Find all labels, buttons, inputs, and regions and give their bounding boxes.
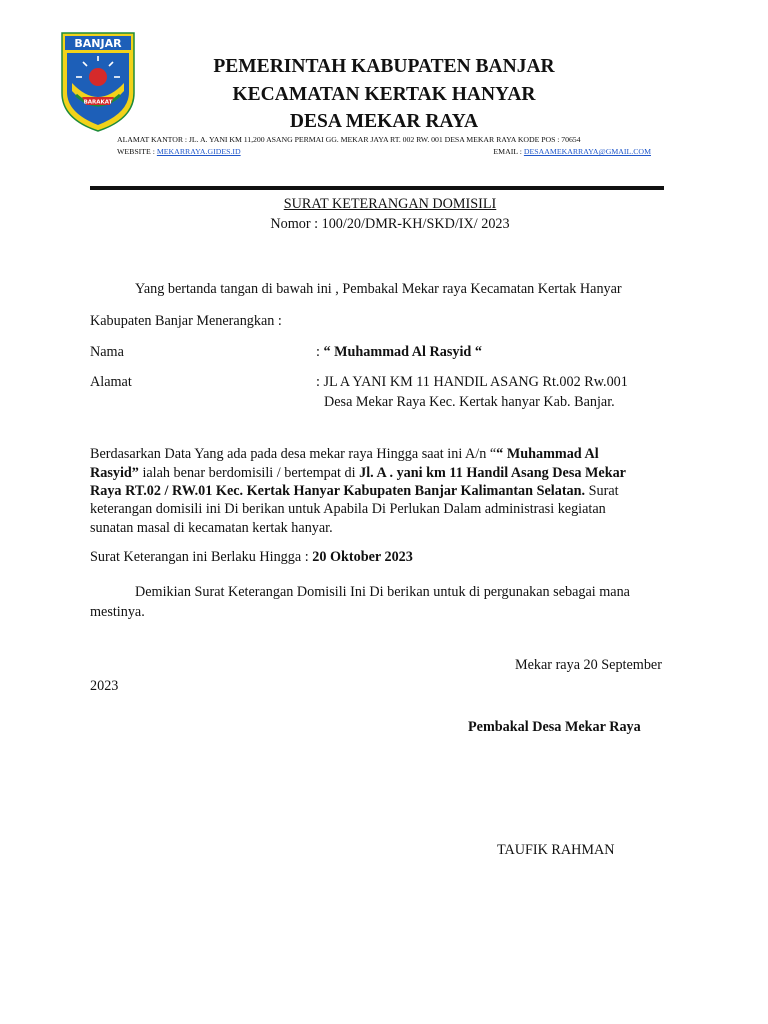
body-text: Surat <box>585 483 619 499</box>
banjar-emblem-logo <box>60 31 136 133</box>
body-line-2 <box>90 465 626 482</box>
header-district-line: KECAMATAN KERTAK HANYAR <box>232 84 536 105</box>
website-link[interactable]: MEKARRAYA.GIDES.ID <box>156 147 241 156</box>
address-value-line-1: : JL A YANI KM 11 HANDIL ASANG Rt.002 Rw.001 <box>316 374 628 390</box>
intro-line-1: Yang bertanda tangan di bawah ini , Pembakal Mekar raya Kecamatan Kertak Hanyar <box>135 281 622 297</box>
office-address: ALAMAT KANTOR : JL. A. YANI KM 11,200 ASANG PERMAI GG. MEKAR JAYA RT. 002 RW. 001 DESA MEKAR RAYA KODE POS : 70654 <box>117 135 581 144</box>
header-village-line: DESA MEKAR RAYA <box>289 111 479 132</box>
intro-line-2: Kabupaten Banjar Menerangkan : <box>90 313 282 329</box>
name-separator: : <box>316 344 324 360</box>
body-text: Berdasarkan Data Yang ada pada desa mekar raya Hingga saat ini A/n “ <box>90 446 497 462</box>
closing-line-1: Demikian Surat Keterangan Domisili Ini Di berikan untuk di pergunakan sebagai mana <box>135 584 630 600</box>
validity-date: 20 Oktober 2023 <box>312 549 413 565</box>
address-label: Alamat <box>90 374 132 390</box>
letter-number: Nomor : 100/20/DMR-KH/SKD/IX/ 2023 <box>270 216 510 232</box>
svg-text:BANJAR: BANJAR <box>74 37 122 50</box>
header-divider <box>90 186 664 190</box>
body-line-4: keterangan domisili ini Di berikan untuk Apabila Di Perlukan Dalam administrasi kegiatan <box>90 501 606 517</box>
closing-line-2: mestinya. <box>90 604 145 620</box>
place-date: Mekar raya 20 September <box>515 657 662 673</box>
body-line-3 <box>90 483 619 500</box>
header-government-line: PEMERINTAH KABUPATEN BANJAR <box>213 56 555 77</box>
name-value: “ Muhammad Al Rasyid “ <box>323 344 482 360</box>
email-link[interactable]: DESAAMEKARRAYA@GMAIL.COM <box>523 147 651 156</box>
body-address-bold: Jl. A . yani km 11 Handil Asang Desa Mekar <box>359 465 626 481</box>
address-value-line-2: Desa Mekar Raya Kec. Kertak hanyar Kab. Banjar. <box>324 394 615 410</box>
validity-line <box>90 549 413 566</box>
body-name-bold: Rasyid” <box>90 465 139 481</box>
email-label: EMAIL : <box>493 147 524 156</box>
name-label: Nama <box>90 344 124 360</box>
date-year: 2023 <box>90 678 119 694</box>
signer-title: Pembakal Desa Mekar Raya <box>468 719 641 735</box>
validity-label: Surat Keterangan ini Berlaku Hingga : <box>90 549 313 565</box>
body-name-bold: “ Muhammad Al <box>496 446 599 462</box>
website-label: WEBSITE : <box>117 147 157 156</box>
signer-name: TAUFIK RAHMAN <box>497 842 615 858</box>
name-field <box>316 344 482 361</box>
letter-title: SURAT KETERANGAN DOMISILI <box>283 196 497 212</box>
email-line <box>493 147 651 156</box>
website-line <box>117 147 241 156</box>
body-address-bold: Raya RT.02 / RW.01 Kec. Kertak Hanyar Kabupaten Banjar Kalimantan Selatan. <box>90 483 586 499</box>
body-line-1 <box>90 446 599 463</box>
body-line-5: sunatan masal di kecamatan kertak hanyar. <box>90 520 333 536</box>
body-text: ialah benar berdomisili / bertempat di <box>138 465 360 481</box>
svg-text:BARAKAT: BARAKAT <box>83 99 113 106</box>
